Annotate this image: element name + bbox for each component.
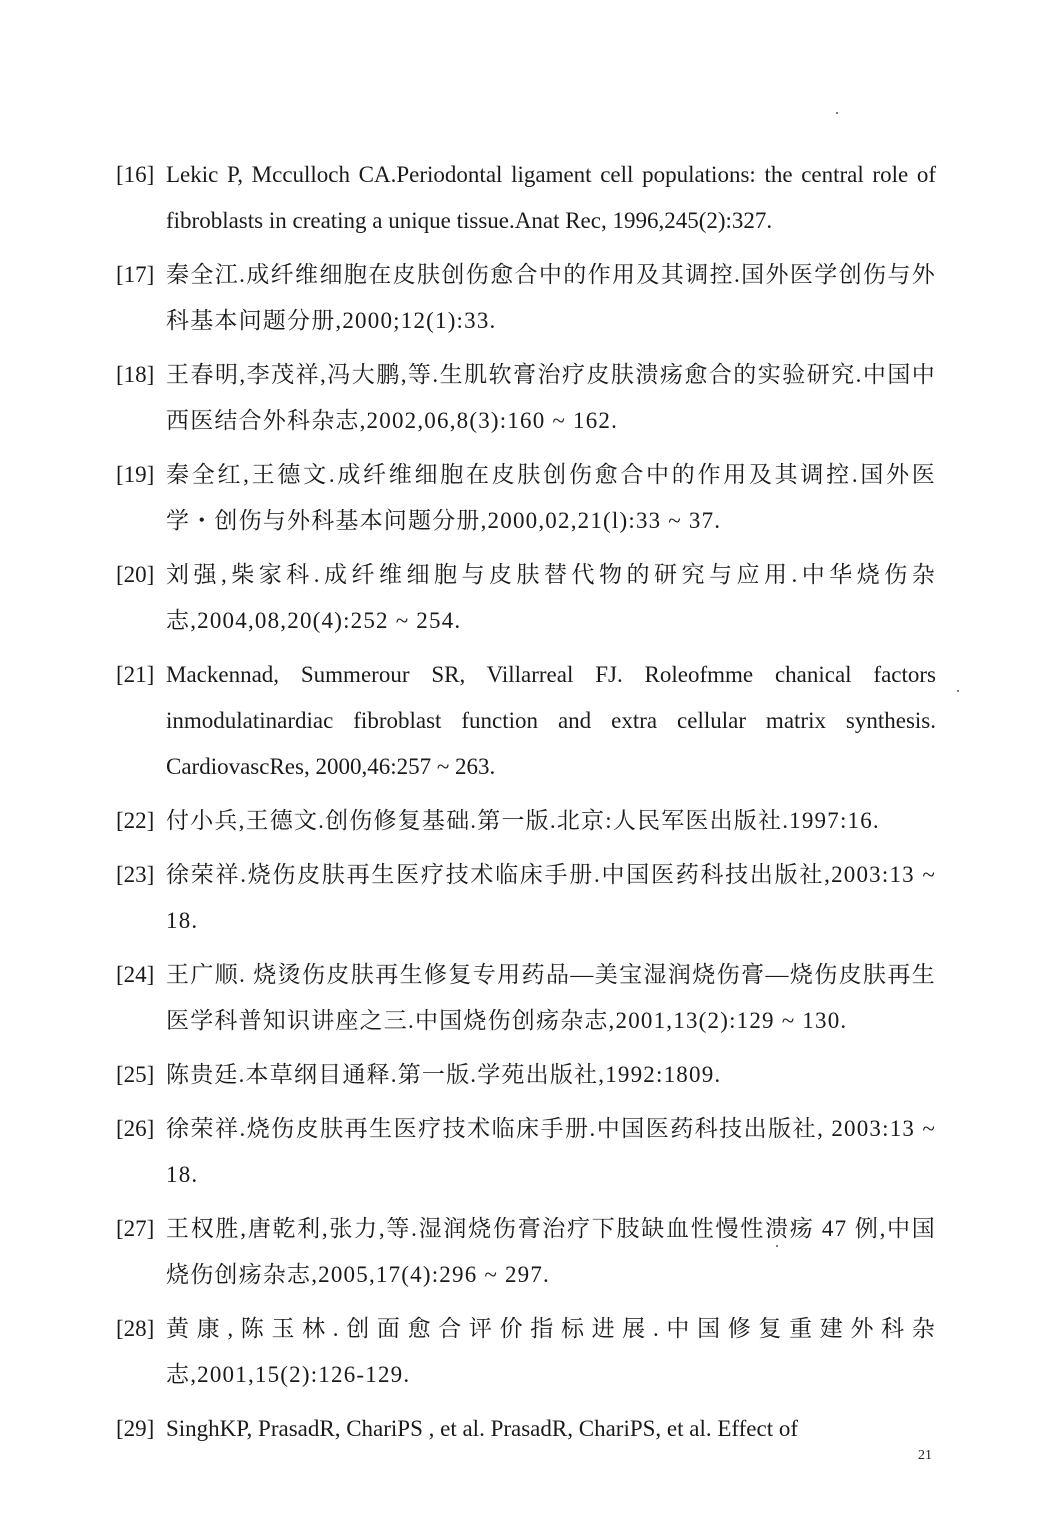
page-number: 21: [918, 1448, 932, 1463]
reference-item: [116, 1206, 936, 1298]
reference-number: [26]: [116, 1116, 155, 1141]
reference-number: [28]: [116, 1316, 155, 1341]
reference-text: 黄康,陈玉林.创面愈合评价指标进展.中国修复重建外科杂志,2001,15(2):126-129.: [166, 1316, 936, 1387]
reference-item: [116, 252, 936, 344]
reference-text: Lekic P, Mcculloch CA.Periodontal ligament cell populations: the central role of fibroblasts in creating a unique tissue.Anat Rec, 1996,245(2):327.: [166, 162, 936, 233]
reference-item: [116, 552, 936, 644]
reference-item: [116, 352, 936, 444]
reference-item: [116, 1106, 936, 1198]
reference-text: 秦全红,王德文.成纤维细胞在皮肤创伤愈合中的作用及其调控.国外医学・创伤与外科基本问题分册,2000,02,21(l):33 ~ 37.: [166, 462, 936, 533]
reference-number: [20]: [116, 562, 155, 587]
reference-text: SinghKP, PrasadR, ChariPS , et al. PrasadR, ChariPS, et al. Effect of: [166, 1416, 799, 1441]
reference-number: [18]: [116, 362, 155, 387]
reference-text: 王春明,李茂祥,冯大鹏,等.生肌软膏治疗皮肤溃疡愈合的实验研究.中国中西医结合外科杂志,2002,06,8(3):160 ~ 162.: [166, 362, 936, 433]
scan-speck: [836, 112, 838, 114]
reference-item: [116, 1406, 936, 1452]
reference-item: [116, 1306, 936, 1398]
reference-number: [29]: [116, 1416, 155, 1441]
reference-number: [16]: [116, 162, 155, 187]
scan-speck: [776, 1245, 778, 1247]
reference-number: [24]: [116, 962, 155, 987]
reference-number: [27]: [116, 1216, 155, 1241]
reference-list: [116, 152, 936, 1460]
reference-item: [116, 452, 936, 544]
reference-number: [17]: [116, 262, 155, 287]
reference-text: 陈贵廷.本草纲目通释.第一版.学苑出版社,1992:1809.: [166, 1062, 722, 1087]
reference-text: 王权胜,唐乾利,张力,等.湿润烧伤膏治疗下肢缺血性慢性溃疡 47 例,中国烧伤创疡杂志,2005,17(4):296 ~ 297.: [166, 1216, 936, 1287]
reference-text: Mackennad, Summerour SR, Villarreal FJ. Roleofmme chanical factors inmodulatinardiac fibroblast function and extra cellular matrix synthesis. CardiovascRes, 2000,46:257 ~ 263.: [166, 662, 936, 779]
reference-item: [116, 1052, 936, 1098]
reference-number: [21]: [116, 662, 155, 687]
reference-text: 王广顺. 烧烫伤皮肤再生修复专用药品—美宝湿润烧伤膏—烧伤皮肤再生医学科普知识讲座之三.中国烧伤创疡杂志,2001,13(2):129 ~ 130.: [166, 962, 936, 1033]
reference-text: 秦全江.成纤维细胞在皮肤创伤愈合中的作用及其调控.国外医学创伤与外科基本问题分册,2000;12(1):33.: [166, 262, 936, 333]
reference-item: [116, 798, 936, 844]
reference-item: [116, 852, 936, 944]
reference-text: 刘强,柴家科.成纤维细胞与皮肤替代物的研究与应用.中华烧伤杂志,2004,08,20(4):252 ~ 254.: [166, 562, 936, 633]
reference-number: [25]: [116, 1062, 155, 1087]
reference-number: [23]: [116, 862, 155, 887]
reference-item: [116, 952, 936, 1044]
reference-item: [116, 652, 936, 790]
reference-text: 徐荣祥.烧伤皮肤再生医疗技术临床手册.中国医药科技出版社, 2003:13 ~ 18.: [166, 1116, 936, 1187]
scan-speck: [957, 690, 959, 692]
reference-text: 付小兵,王德文.创伤修复基础.第一版.北京:人民军医出版社.1997:16.: [166, 808, 880, 833]
reference-number: [22]: [116, 808, 155, 833]
reference-number: [19]: [116, 462, 155, 487]
reference-item: [116, 152, 936, 244]
reference-text: 徐荣祥.烧伤皮肤再生医疗技术临床手册.中国医药科技出版社,2003:13 ~ 18.: [166, 862, 936, 933]
